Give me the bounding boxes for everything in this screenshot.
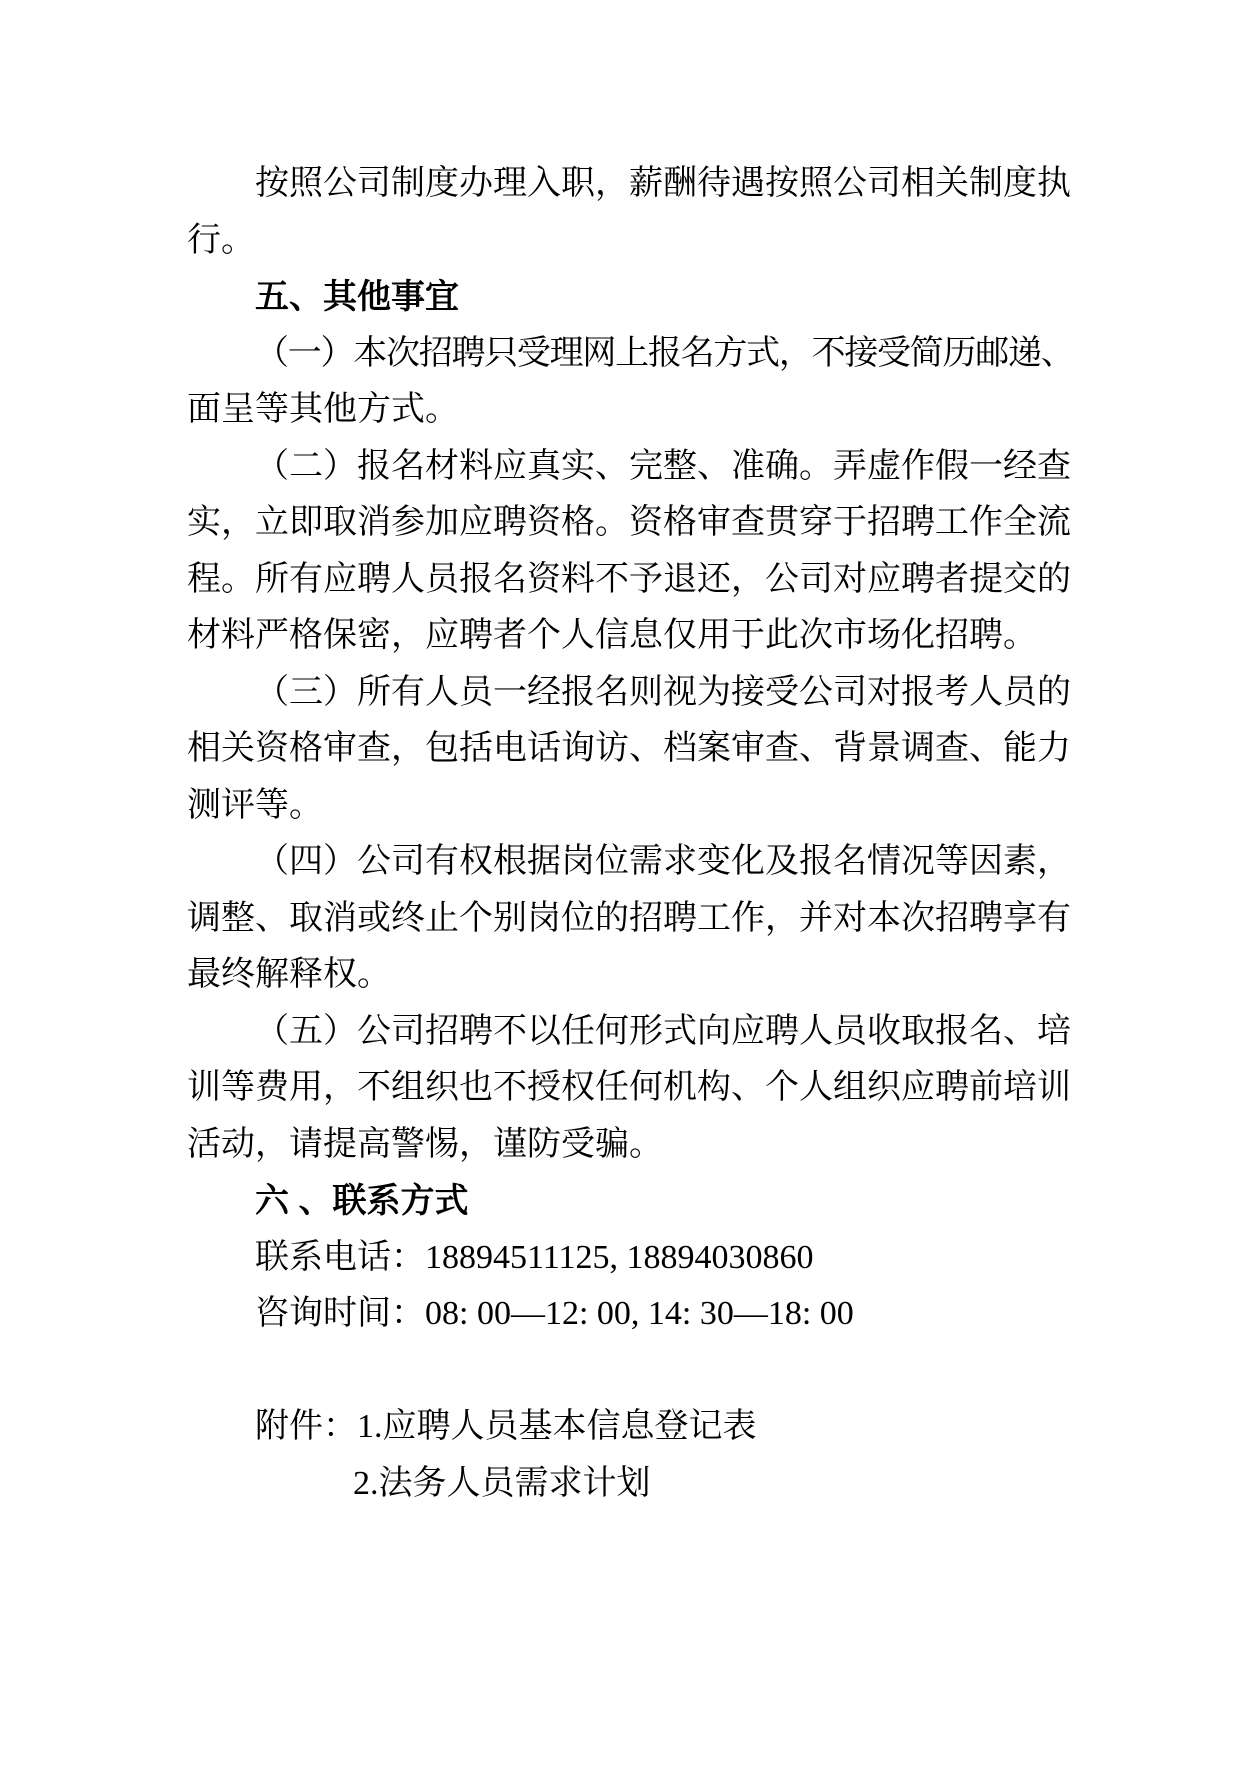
section-6-heading: 六 、联系方式 [255,1182,469,1220]
s5-item-1-line-1: （一）本次招聘只受理网上报名方式，不接受简历邮递、 [255,334,1074,372]
s5-item-1-line-2: 面呈等其他方式。 [187,391,459,428]
intro-line-1: 按照公司制度办理入职，薪酬待遇按照公司相关制度执 [255,165,1071,202]
blank-line [187,1343,1071,1400]
contact-phone-line: 联系电话：18894511125, 18894030860 [255,1238,814,1276]
document-body [187,156,1074,1512]
s5-item-2-line-4: 材料严格保密，应聘者个人信息仅用于此次市场化招聘。 [187,617,1037,654]
s5-item-2-line-1: （二）报名材料应真实、完整、准确。弄虚作假一经查 [255,447,1071,485]
attachment-line-2: 2.法务人员需求计划 [353,1464,651,1502]
attachment-line-1: 附件：1.应聘人员基本信息登记表 [255,1408,757,1445]
s5-item-5-line-2: 训等费用，不组织也不授权任何机构、个人组织应聘前培训 [187,1069,1071,1106]
s5-item-4-line-1: （四）公司有权根据岗位需求变化及报名情况等因素， [255,843,1071,880]
s5-item-5-line-3: 活动，请提高警惕，谨防受骗。 [187,1125,663,1163]
s5-item-5-line-1: （五）公司招聘不以任何形式向应聘人员收取报名、培 [255,1012,1071,1050]
section-5-heading: 五、其他事宜 [255,278,459,316]
s5-item-4-line-3: 最终解释权。 [187,956,391,993]
s5-item-4-line-2: 调整、取消或终止个别岗位的招聘工作，并对本次招聘享有 [187,899,1071,937]
s5-item-3-line-1: （三）所有人员一经报名则视为接受公司对报考人员的 [255,673,1071,711]
s5-item-2-line-2: 实，立即取消参加应聘资格。资格审查贯穿于招聘工作全流 [187,504,1071,541]
contact-hours-line: 咨询时间：08: 00—12: 00, 14: 30—18: 00 [255,1295,854,1332]
s5-item-3-line-2: 相关资格审查，包括电话询访、档案审查、背景调查、能力 [187,730,1071,767]
s5-item-3-line-3: 测评等。 [187,786,323,824]
intro-line-2: 行。 [187,221,255,259]
s5-item-2-line-3: 程。所有应聘人员报名资料不予退还，公司对应聘者提交的 [187,560,1071,598]
